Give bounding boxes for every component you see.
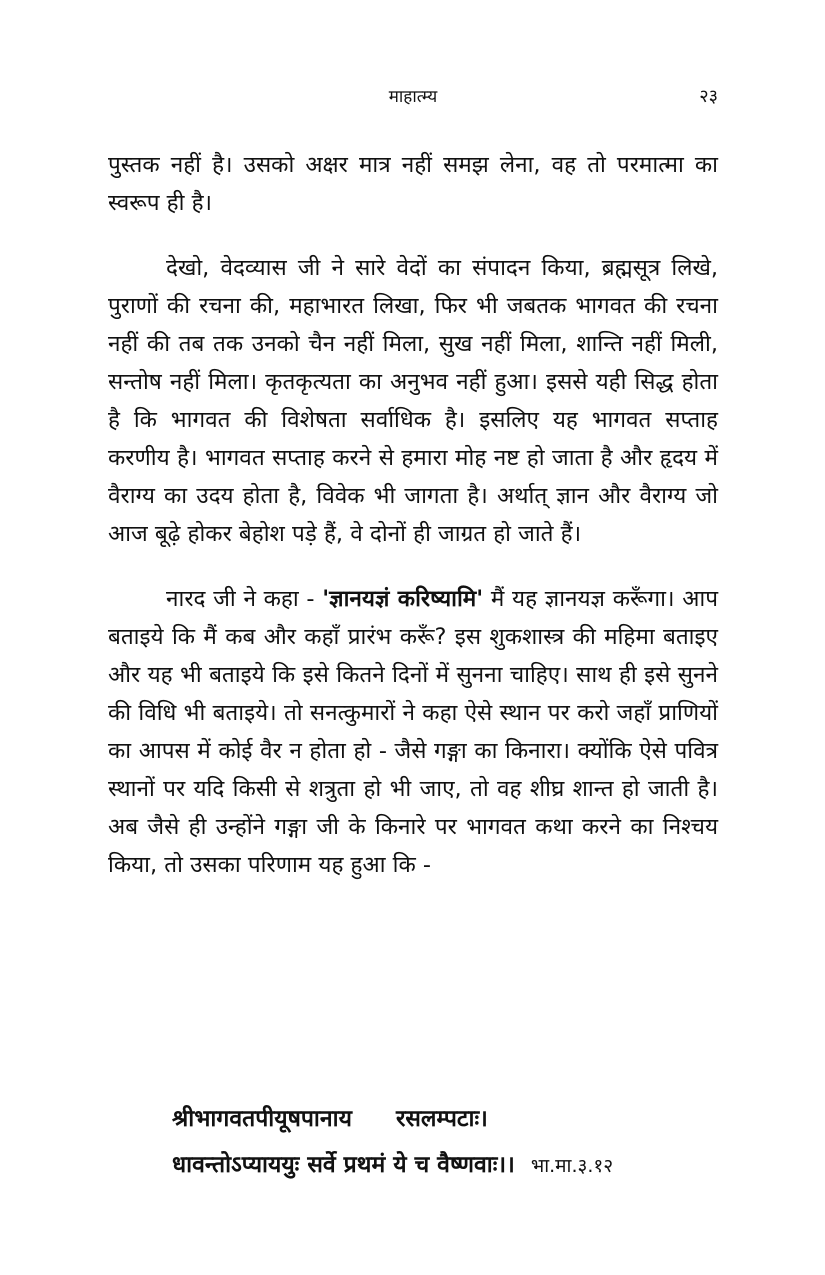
running-title: माहात्म्य	[388, 87, 438, 107]
paragraph-narad-rest: मैं यह ज्ञानयज्ञ करूँगा। आप बताइये कि मैं कब और कहाँ प्रारंभ करूँ? इस शुकशास्त्र की महिमा बताइए और यह भी बताइये कि इसे कितने दिनों में सुनना चाहिए। साथ ही इसे सुनने की विधि भी बताइये। तो सनत्कुमारों ने कहा ऐसे स्थान पर करो जहाँ प्राणियों का आपस में कोई वैर न होता हो - जैसे गङ्गा का किनारा। क्योंकि ऐसे पवित्र स्थानों पर यदि किसी से शत्रुता हो भी जाए, तो वह शीघ्र शान्त हो जाती है। अब जैसे ही उन्होंने गङ्गा जी के किनारे पर भागवत कथा करने का निश्चय किया, तो उसका परिणाम यह हुआ कि -	[108, 586, 718, 878]
paragraph-vedvyas: देखो, वेदव्यास जी ने सारे वेदों का संपादन किया, ब्रह्मसूत्र लिखे, पुराणों की रचना की, महाभारत लिखा, फिर भी जबतक भागवत की रचना नहीं की तब तक उनको चैन नहीं मिला, सुख नहीं मिला, शान्ति नहीं मिली, सन्तोष नहीं मिला। कृतकृत्यता का अनुभव नहीं हुआ। इससे यही सिद्ध होता है कि भागवत की विशेषता सर्वाधिक है। इसलिए यह भागवत सप्ताह करणीय है। भागवत सप्ताह करने से हमारा मोह नष्ट हो जाता है और हृदय में वैराग्य का उदय होता है, विवेक भी जागता है। अर्थात् ज्ञान और वैराग्य जो आज बूढ़े होकर बेहोश पड़े हैं, वे दोनों ही जाग्रत हो जाते हैं।	[108, 255, 718, 547]
verse-reference: भा.मा.३.१२	[530, 1155, 614, 1177]
paragraph-narad-lead: नारद जी ने कहा -	[166, 586, 323, 612]
main-text	[108, 146, 718, 884]
paragraph-narad	[108, 580, 718, 884]
verse-line-2-text: धावन्तोऽप्याययुः सर्वे प्रथमं ये च वैष्णवाः।।	[172, 1152, 515, 1178]
verse-line-2	[108, 1142, 718, 1189]
page-number: २३	[699, 86, 718, 107]
verse-line-1-first-half: श्रीभागवतपीयूषपानाय	[172, 1106, 352, 1132]
verse-line-1	[108, 1096, 718, 1142]
quoted-phrase: 'ज्ञानयज्ञं करिष्यामि'	[322, 586, 484, 612]
paragraph-continuation: पुस्तक नहीं है। उसको अक्षर मात्र नहीं समझ लेना, वह तो परमात्मा का स्वरूप ही है।	[108, 152, 718, 216]
verse-line-1-second-half: रसलम्पटाः।	[395, 1106, 488, 1132]
sanskrit-verse	[108, 1096, 718, 1189]
page-header	[108, 84, 718, 114]
